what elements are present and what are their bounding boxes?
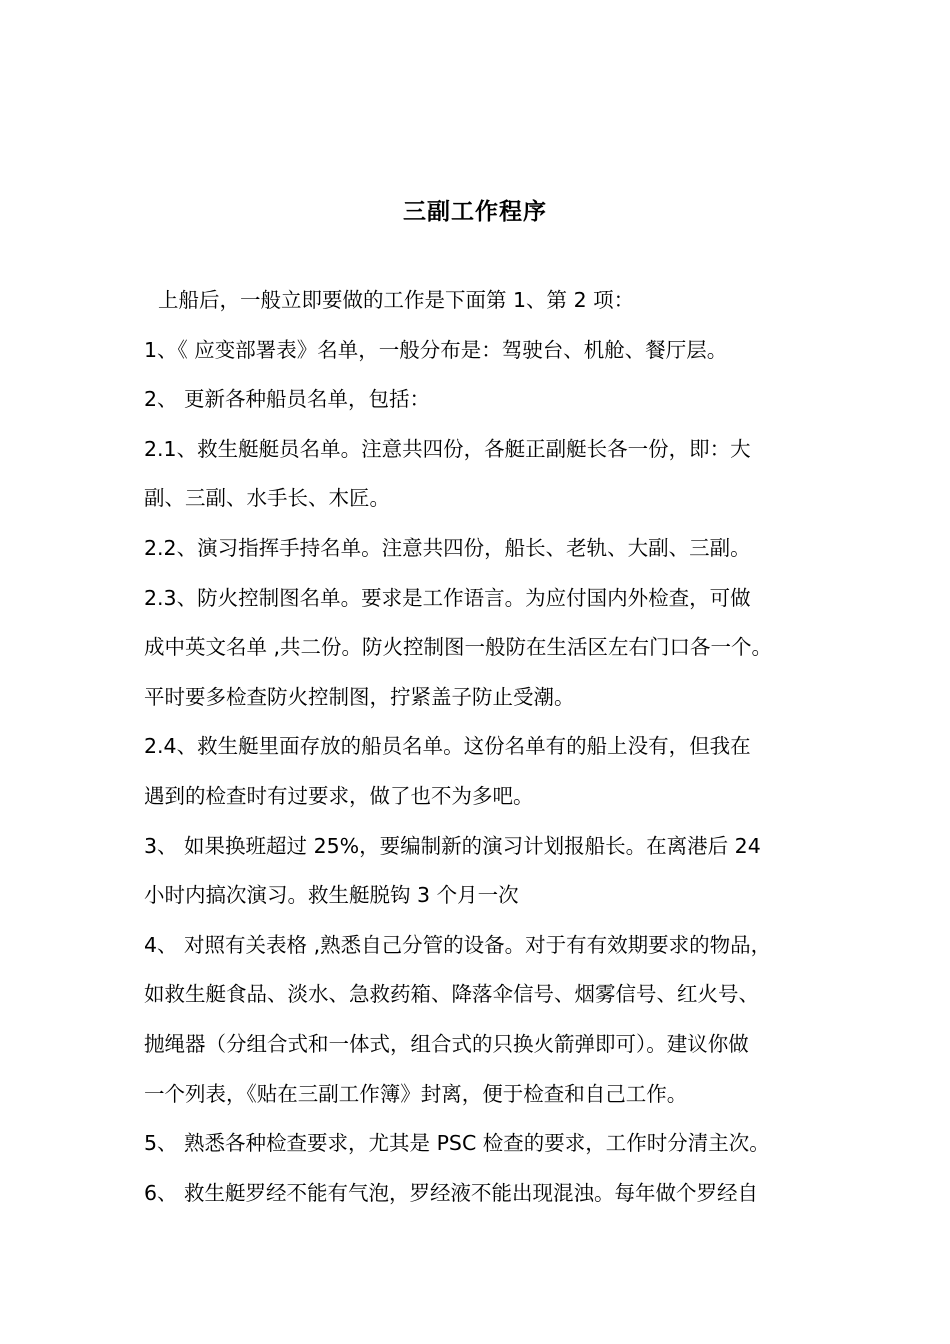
item-2-1-line-2: 副、三副、水手长、木匠。 <box>144 486 390 511</box>
item-1: 1、《 应变部署表》名单，一般分布是：驾驶台、机舱、餐厅层。 <box>144 337 728 362</box>
document-body <box>144 276 814 1218</box>
item-3-line-1: 3、 如果换班超过 25%，要编制新的演习计划报船长。在离港后 24 <box>144 833 761 858</box>
item-2-4-line-2: 遇到的检查时有过要求，做了也不为多吧。 <box>144 783 534 808</box>
item-2: 2、 更新各种船员名单，包括： <box>144 387 431 412</box>
item-3-line-2: 小时内搞次演习。救生艇脱钩 3 个月一次 <box>144 883 519 908</box>
item-6-line-1: 6、 救生艇罗经不能有气泡，罗经液不能出现混浊。每年做个罗经自 <box>144 1180 759 1205</box>
item-4-line-1: 4、 对照有关表格 ,熟悉自己分管的设备。对于有有效期要求的物品， <box>144 932 772 957</box>
page-title: 三副工作程序 <box>403 199 547 225</box>
item-2-2: 2.2、演习指挥手持名单。注意共四份，船长、老轨、大副、三副。 <box>144 535 751 560</box>
item-4-line-4: 一个列表，《贴在三副工作簿》封离，便于检查和自己工作。 <box>144 1081 688 1106</box>
item-5: 5、 熟悉各种检查要求，尤其是 PSC 检查的要求，工作时分清主次。 <box>144 1131 770 1156</box>
item-2-3-line-3: 平时要多检查防火控制图，拧紧盖子防止受潮。 <box>144 684 575 709</box>
paragraph-intro: 上船后，一般立即要做的工作是下面第 1、第 2 项： <box>158 288 635 312</box>
item-4-line-3: 抛绳器（分组合式和一体式，组合式的只换火箭弹即可）。建议你做 <box>144 1031 749 1056</box>
item-2-3-line-2: 成中英文名单 ,共二份。防火控制图一般防在生活区左右门口各一个。 <box>144 635 773 660</box>
item-4-line-2: 如救生艇食品、淡水、急救药箱、降落伞信号、烟雾信号、红火号、 <box>144 982 759 1007</box>
item-2-4-line-1: 2.4、救生艇里面存放的船员名单。这份名单有的船上没有，但我在 <box>144 734 751 759</box>
item-2-1-line-1: 2.1、救生艇艇员名单。注意共四份，各艇正副艇长各一份，即：大 <box>144 436 751 461</box>
item-2-3-line-1: 2.3、防火控制图名单。要求是工作语言。为应付国内外检查，可做 <box>144 585 751 610</box>
